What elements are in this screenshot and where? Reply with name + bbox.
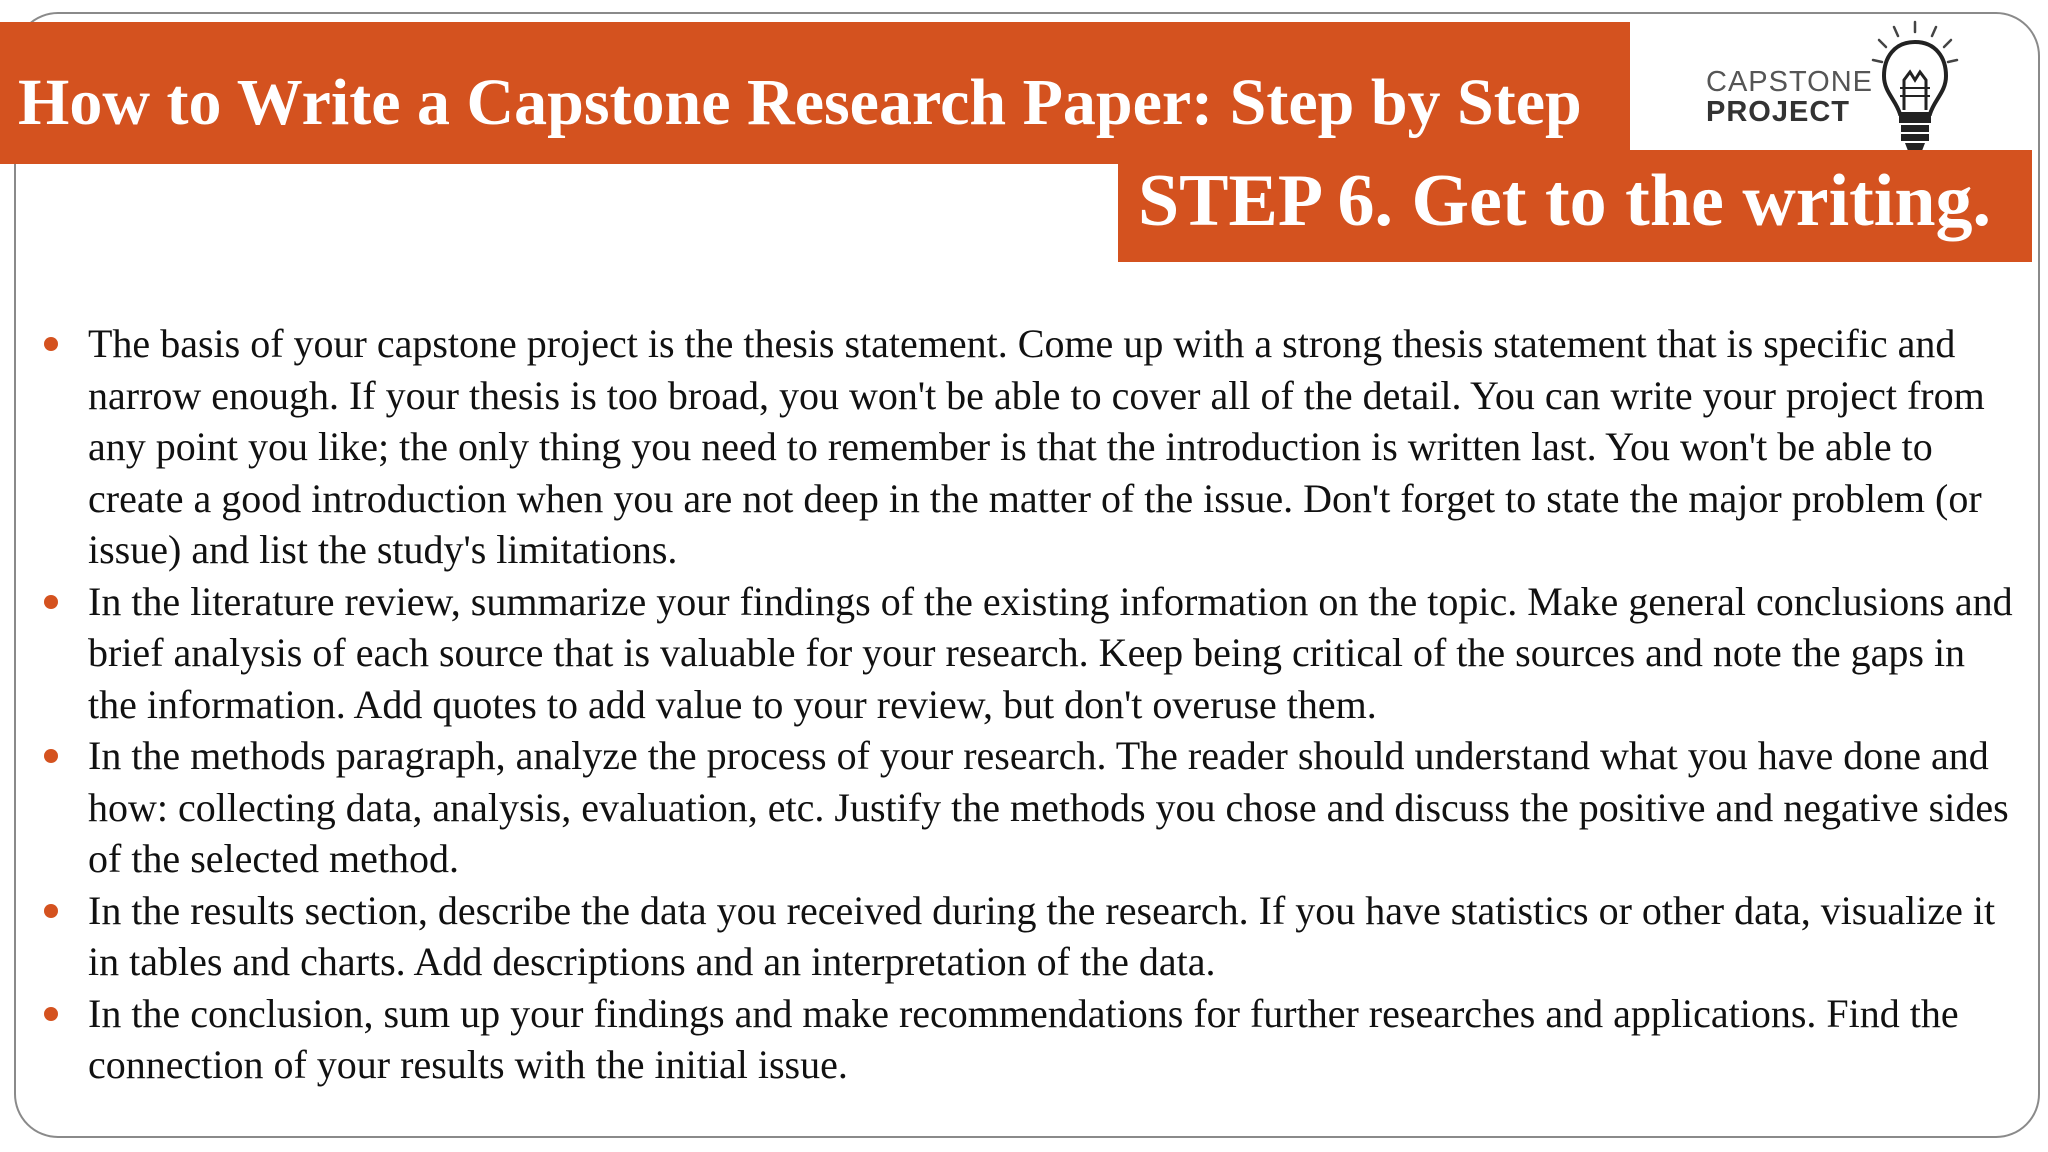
logo-text-project: PROJECT [1706,96,1850,128]
bullet-text: In the literature review, summarize your findings of the existing information on the topic. Make general conclusions and brief analysis of each source that is valuable for your research. Keep being critical of the sources and note the gaps in the information. Add quotes to add value to your review, but don't overuse them. [88,578,2013,727]
bullet-text: In the conclusion, sum up your findings and make recommendations for further researches and applications. Find the connection of your results with the initial issue. [88,990,1959,1087]
bullet-list [40,318,2020,1091]
bullet-text: The basis of your capstone project is the thesis statement. Come up with a strong thesis statement that is specific and narrow enough. If your thesis is too broad, you won't be able to cover all of the detail. You can write your project from any point you like; the only thing you need to remember is that the introduction is written last. You won't be able to create a good introduction when you are not deep in the matter of the issue. Don't forget to state the major problem (or issue) and list the study's limitations. [88,321,1985,572]
bullet-text: In the methods paragraph, analyze the process of your research. The reader should understand what you have done and how: collecting data, analysis, evaluation, etc. Justify the methods you chose and discuss the positive and negative sides of the selected method. [88,733,2009,881]
bullet-item-conclusion [40,988,2020,1091]
bullet-dot-icon [44,904,58,918]
bullet-dot-icon [44,1007,58,1021]
bullet-dot-icon [44,595,58,609]
bullet-item-thesis [40,318,2020,576]
bullet-item-literature-review [40,576,2020,731]
step-heading: STEP 6. Get to the writing. [1138,160,1992,242]
logo-text-capstone: CAPSTONE [1706,66,1874,98]
bullet-text: In the results section, describe the data you received during the research. If you have statistics or other data, visualize it in tables and charts. Add descriptions and an interpretation of the data. [88,887,1996,984]
bullet-item-methods [40,730,2020,885]
lightbulb-icon [1870,18,1960,168]
bullet-dot-icon [44,749,58,763]
bullet-item-results [40,885,2020,988]
step-banner [1118,150,2032,262]
bullet-dot-icon [44,337,58,351]
capstone-project-logo [1690,18,1970,168]
slide-title: How to Write a Capstone Research Paper: Step by Step [18,66,1582,139]
